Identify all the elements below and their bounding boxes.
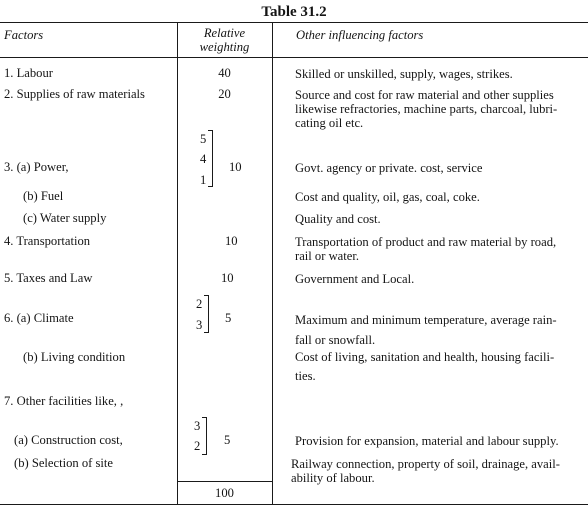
other-living-1: Cost of living, sanitation and health, housing facili- [295, 350, 555, 364]
factor-fuel: (b) Fuel [23, 189, 64, 203]
total-weight: 100 [215, 486, 234, 500]
other-climate-1: Maximum and minimum temperature, average rain- [295, 313, 557, 327]
weight-construction: 5 [224, 433, 231, 447]
construction-bracket [202, 417, 207, 455]
other-water: Quality and cost. [295, 212, 381, 226]
factor-living: (b) Living condition [23, 350, 126, 364]
header-factors: Factors [4, 28, 44, 42]
weight-labour: 40 [218, 66, 231, 80]
weight-raw: 20 [218, 87, 231, 101]
climate-bracket [204, 295, 209, 333]
sub-power-2: 4 [200, 152, 207, 166]
header-weighting: weighting [199, 40, 250, 54]
factor-water: (c) Water supply [23, 211, 107, 225]
factor-site: (b) Selection of site [14, 456, 113, 470]
other-climate-2: fall or snowfall. [295, 333, 376, 347]
other-transport-1: Transportation of product and raw material by road, [295, 235, 557, 249]
other-taxes: Government and Local. [295, 272, 415, 286]
weight-climate: 5 [225, 311, 232, 325]
sub-construction-1: 3 [194, 419, 201, 433]
sub-climate-1: 2 [196, 297, 203, 311]
other-power: Govt. agency or private. cost, service [295, 161, 483, 175]
other-living-2: ties. [295, 369, 316, 383]
table-title: Table 31.2 [261, 4, 327, 20]
factor-other-facilities: 7. Other facilities like, , [4, 394, 124, 408]
other-raw-2: likewise refractories, machine parts, charcoal, lubri- [295, 102, 558, 116]
weight-taxes: 10 [221, 271, 234, 285]
header-other: Other influencing factors [296, 28, 424, 42]
total-rule [177, 481, 272, 482]
factor-labour: 1. Labour [4, 66, 53, 80]
other-raw-3: cating oil etc. [295, 116, 364, 130]
factor-transport: 4. Transportation [4, 234, 91, 248]
weight-transport: 10 [225, 234, 238, 248]
sub-climate-2: 3 [196, 318, 203, 332]
other-construction: Provision for expansion, material and labour supply. [295, 434, 559, 448]
weight-power: 10 [229, 160, 242, 174]
factor-construction: (a) Construction cost, [14, 433, 123, 447]
table-bottom-rule [0, 504, 588, 505]
sub-power-3: 1 [200, 173, 207, 187]
other-labour: Skilled or unskilled, supply, wages, strikes. [295, 67, 513, 81]
other-raw-1: Source and cost for raw material and other supplies [295, 88, 554, 102]
column-divider-right [272, 22, 273, 504]
factor-raw: 2. Supplies of raw materials [4, 87, 145, 101]
table-top-rule [0, 22, 588, 23]
sub-power-1: 5 [200, 132, 207, 146]
other-site-2: ability of labour. [291, 471, 375, 485]
other-site-1: Railway connection, property of soil, drainage, avail- [291, 457, 560, 471]
factor-power: 3. (a) Power, [4, 160, 69, 174]
factor-taxes: 5. Taxes and Law [4, 271, 93, 285]
other-transport-2: rail or water. [295, 249, 359, 263]
sub-construction-2: 2 [194, 439, 201, 453]
header-relative: Relative [203, 26, 246, 40]
header-rule [0, 57, 588, 58]
factor-climate: 6. (a) Climate [4, 311, 74, 325]
other-fuel: Cost and quality, oil, gas, coal, coke. [295, 190, 480, 204]
power-bracket [208, 130, 213, 187]
